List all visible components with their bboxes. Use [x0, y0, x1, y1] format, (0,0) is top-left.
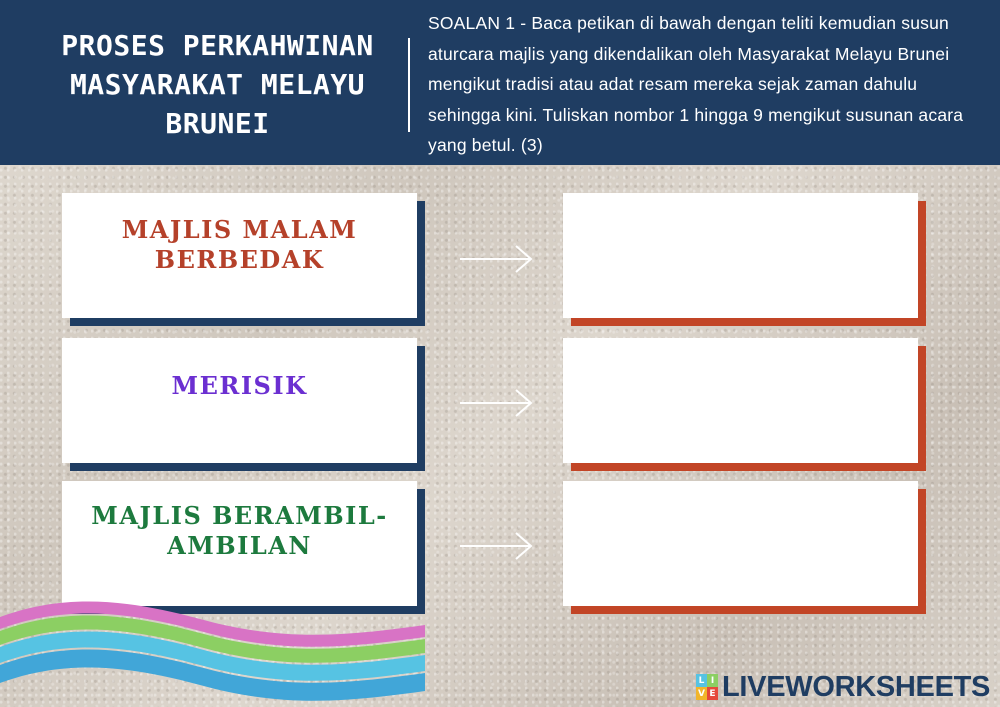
event-label: MAJLIS MALAM BERBEDAK [121, 215, 358, 274]
card-face [62, 481, 417, 606]
answer-input[interactable] [563, 481, 918, 606]
header-banner [0, 0, 1000, 165]
answer-input[interactable] [563, 193, 918, 318]
answer-box [563, 338, 918, 463]
decorative-waves [0, 595, 425, 707]
event-label: MERISIK [171, 371, 308, 400]
event-card [62, 338, 417, 463]
event-label: MAJLIS BERAMBIL-AMBILAN [91, 501, 388, 560]
answer-box [563, 193, 918, 318]
card-face [62, 338, 417, 463]
logo-badge-letter: L [696, 674, 707, 687]
arrow-right-icon [459, 244, 534, 274]
answer-box [563, 481, 918, 606]
arrow-right-icon [459, 531, 534, 561]
answer-input[interactable] [563, 338, 918, 463]
question-text: SOALAN 1 - Baca petikan di bawah dengan teliti kemudian susun aturcara majlis yang dikendalikan oleh Masyarakat Melayu Brunei mengikut tradisi atau adat resam mereka sejak zaman dahulu sehingga kini. Tuliskan nombor 1 hingga 9 mengikut susunan acara yang betul. (3) [428, 13, 964, 155]
logo-badge-letter: E [707, 687, 718, 700]
logo-badge-letter: I [707, 674, 718, 687]
page-title: PROSES PERKAHWINAN MASYARAKAT MELAYU BRUNEI [61, 29, 374, 140]
logo-badge-letter: V [696, 687, 707, 700]
arrow-right-icon [459, 388, 534, 418]
logo-text: LIVEWORKSHEETS [722, 671, 991, 703]
logo-badge-icon [696, 674, 718, 700]
card-face [62, 193, 417, 318]
event-card [62, 481, 417, 606]
event-card [62, 193, 417, 318]
liveworksheets-logo [696, 672, 990, 702]
header-divider [408, 38, 410, 132]
